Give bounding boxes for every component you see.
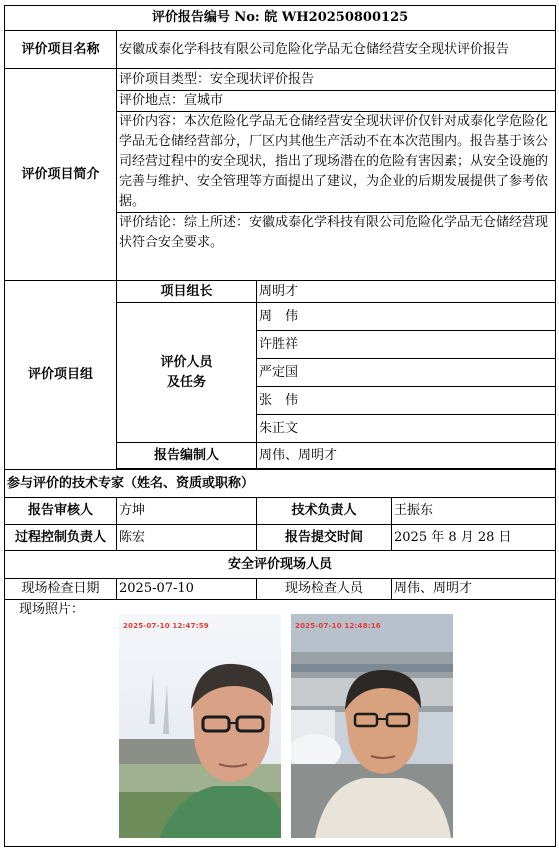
onsite-heading: 安全评价现场人员	[5, 551, 556, 579]
member-5: 朱正文	[257, 415, 556, 443]
project-type: 评价项目类型：安全现状评价报告	[117, 69, 556, 91]
members-label: 评价人员 及任务	[117, 303, 257, 443]
evaluation-info-table	[4, 5, 556, 847]
project-name-value: 安徽成泰化学科技有限公司危险化学品无仓储经营安全现状评价报告	[117, 31, 556, 69]
process-label: 过程控制负责人	[5, 525, 117, 551]
reviewer-label: 报告审核人	[5, 498, 117, 525]
submit-value: 2025 年 8 月 28 日	[392, 525, 556, 551]
submit-label: 报告提交时间	[257, 525, 392, 551]
project-name-label: 评价项目名称	[5, 31, 117, 69]
tech-lead-value: 王振东	[392, 498, 556, 525]
process-value: 陈宏	[117, 525, 257, 551]
onsite-people-value: 周伟、周明才	[392, 579, 556, 600]
project-conclusion: 评价结论：综上所述：安徽成泰化学科技有限公司危险化学品无仓储经营现状符合安全要求。	[117, 213, 556, 281]
site-photo-1-image	[119, 614, 281, 838]
photos-cell	[5, 600, 556, 847]
onsite-date-value: 2025-07-10	[117, 579, 257, 600]
photos-area	[5, 600, 555, 846]
project-intro-label: 评价项目简介	[5, 69, 117, 281]
project-location: 评价地点：宣城市	[117, 91, 556, 112]
photo-2-timestamp: 2025-07-10 12:48:16	[295, 622, 381, 630]
site-photo-2	[291, 614, 453, 838]
author-label: 报告编制人	[117, 443, 257, 469]
photo-1-timestamp: 2025-07-10 12:47:59	[123, 622, 209, 630]
member-4: 张 伟	[257, 387, 556, 415]
report-number: 评价报告编号 No: 皖 WH20250800125	[5, 6, 556, 31]
tech-lead-label: 技术负责人	[257, 498, 392, 525]
photos-label: 现场照片：	[19, 602, 85, 617]
experts-heading: 参与评价的技术专家（姓名、资质或职称）	[5, 470, 556, 498]
onsite-date-label: 现场检查日期	[5, 579, 117, 600]
reviewer-value: 方坤	[117, 498, 257, 525]
leader-value: 周明才	[257, 281, 556, 303]
onsite-people-label: 现场检查人员	[257, 579, 392, 600]
project-content: 评价内容：本次危险化学品无仓储经营安全现状评价仅针对成泰化学危险化学品无仓储经营部分，厂区内其他生产活动不在本次范围内。报告基于该公司经营过程中的安全现状，指出了现场潜在的危险有害因素；从安全设施的完善与维护、安全管理等方面提出了建议，为企业的后期发展提供了参考依据。	[117, 112, 556, 213]
team-label: 评价项目组	[5, 281, 117, 470]
member-3: 严定国	[257, 359, 556, 387]
leader-label: 项目组长	[117, 281, 257, 303]
site-photo-2-image	[291, 614, 453, 838]
member-2: 许胜祥	[257, 331, 556, 359]
member-1: 周 伟	[257, 303, 556, 331]
site-photo-1	[119, 614, 281, 838]
author-value: 周伟、周明才	[257, 443, 556, 469]
